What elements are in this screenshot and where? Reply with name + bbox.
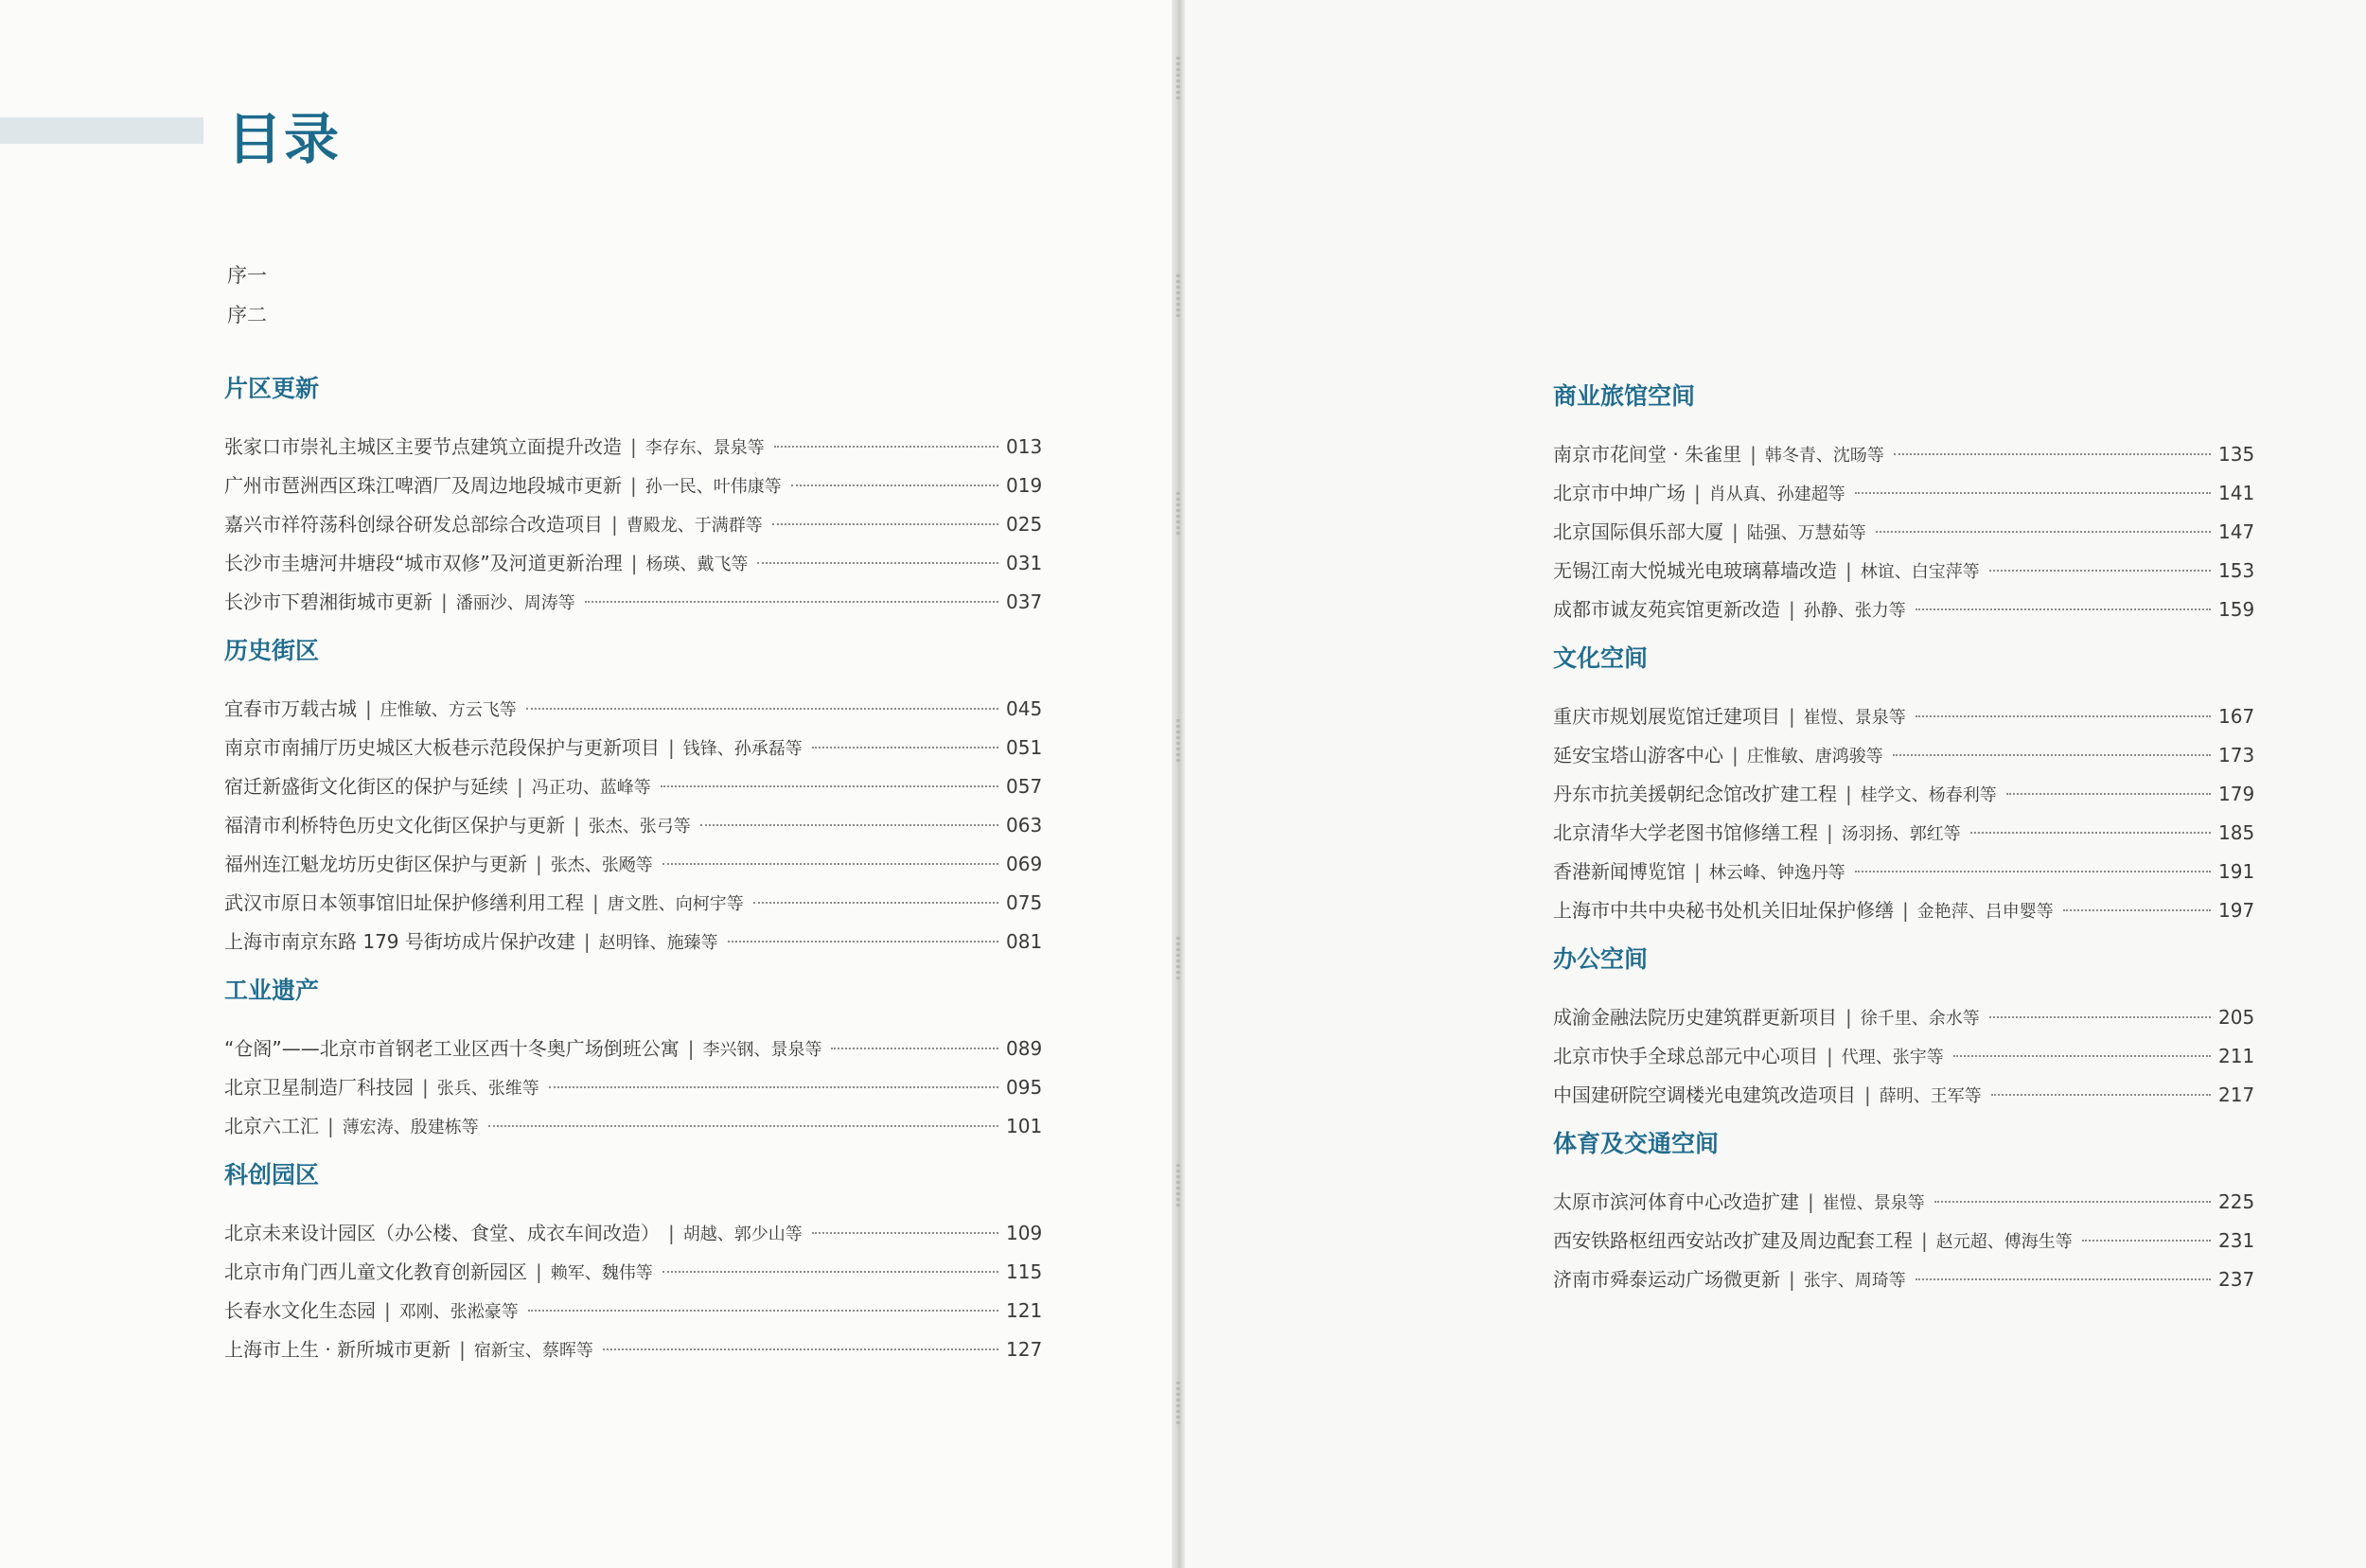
entry-page-number: 019: [1006, 474, 1043, 497]
entry-title: 西安铁路枢纽西安站改扩建及周边配套工程: [1553, 1229, 1913, 1252]
entry-authors: 张杰、张飏等: [550, 855, 653, 875]
entry-authors: 汤羽扬、郭红等: [1841, 824, 1961, 844]
entry-authors: 庄惟敏、唐鸿骏等: [1746, 747, 1883, 766]
toc-entry[interactable]: [1553, 474, 2254, 513]
entry-title: 成都市诚友苑宾馆更新改造: [1553, 598, 1780, 621]
entry-page-number: 159: [2218, 598, 2255, 621]
entry-authors: 胡越、郭少山等: [682, 1224, 803, 1244]
entry-page-number: 179: [2218, 783, 2255, 805]
entry-title: 长春水文化生态园: [224, 1299, 376, 1322]
entry-authors: 赵元超、傅海生等: [1935, 1232, 2073, 1252]
dot-leader: [1916, 1278, 2211, 1280]
toc-entry[interactable]: [224, 767, 1042, 806]
entry-separator: |: [517, 775, 523, 798]
entry-title: 北京卫星制造厂科技园: [224, 1076, 414, 1099]
entry-page-number: 037: [1006, 590, 1043, 613]
section-heading: 科创园区: [224, 1161, 320, 1189]
binding-stitch: [1176, 1382, 1180, 1425]
entry-authors: 陆强、万慧茹等: [1746, 523, 1866, 543]
dot-leader: [2063, 909, 2211, 911]
entry-separator: |: [1789, 705, 1795, 728]
dot-leader: [791, 484, 998, 486]
entry-page-number: 089: [1006, 1037, 1043, 1060]
preface-item[interactable]: 序一: [227, 264, 267, 287]
entry-title: 福州连江魁龙坊历史街区保护与更新: [224, 853, 527, 875]
entry-title: 北京清华大学老图书馆修缮工程: [1553, 821, 1818, 844]
dot-leader: [1989, 570, 2211, 572]
dot-leader: [753, 902, 998, 904]
entry-separator: |: [1827, 1045, 1833, 1067]
entry-page-number: 141: [2218, 482, 2255, 504]
entry-page-number: 101: [1006, 1115, 1043, 1137]
entry-separator: |: [1789, 1268, 1795, 1291]
preface-item[interactable]: 序二: [227, 304, 267, 326]
entry-title: 香港新闻博览馆: [1553, 860, 1686, 883]
entry-page-number: 147: [2218, 520, 2255, 543]
toc-entry[interactable]: [224, 1030, 1042, 1068]
entry-authors: 肖从真、孙建超等: [1708, 484, 1845, 504]
entry-page-number: 121: [1006, 1299, 1043, 1322]
entry-title: 上海市中共中央秘书处机关旧址保护修缮: [1553, 899, 1894, 922]
dot-leader: [1953, 1055, 2211, 1057]
entry-separator: |: [668, 1222, 675, 1244]
entry-authors: 宿新宝、蔡晖等: [473, 1341, 593, 1361]
entry-separator: |: [1845, 783, 1852, 805]
entry-page-number: 063: [1006, 814, 1043, 837]
toc-section: [1553, 1126, 2254, 1299]
toc-entry[interactable]: [224, 845, 1042, 884]
toc-column-right: [1553, 379, 2254, 1311]
entry-title: 福清市利桥特色历史文化街区保护与更新: [224, 814, 565, 837]
toc-entry[interactable]: [224, 505, 1042, 544]
entry-authors: 杨瑛、戴飞等: [645, 555, 749, 574]
dot-leader: [1894, 453, 2211, 455]
entry-separator: |: [459, 1338, 466, 1361]
entry-page-number: 013: [1006, 435, 1043, 458]
entry-title: 北京市中坤广场: [1553, 482, 1686, 504]
entry-page-number: 127: [1006, 1338, 1043, 1361]
book-gutter: [1172, 0, 1185, 1568]
dot-leader: [528, 1310, 998, 1312]
entry-title: 北京未来设计园区（办公楼、食堂、成衣车间改造）: [224, 1222, 660, 1244]
entry-separator: |: [441, 590, 448, 613]
dot-leader: [1855, 492, 2211, 494]
entry-title: 北京六工汇: [224, 1115, 319, 1137]
toc-column-left: [224, 371, 1042, 1381]
entry-title: 广州市琶洲西区珠江啤酒厂及周边地段城市更新: [224, 474, 622, 497]
entry-authors: 韩冬青、沈旸等: [1764, 446, 1884, 466]
dot-leader: [2082, 1240, 2211, 1242]
toc-entry[interactable]: [1553, 1222, 2254, 1260]
entry-authors: 孙静、张力等: [1803, 601, 1906, 621]
dot-leader: [812, 747, 998, 749]
toc-section: [224, 1157, 1042, 1369]
entry-page-number: 095: [1006, 1076, 1043, 1099]
entry-title: 长沙市圭塘河井塘段“城市双修”及河道更新治理: [224, 552, 623, 574]
entry-authors: 孙一民、叶伟康等: [644, 477, 782, 497]
entry-authors: 崔愷、景泉等: [1803, 708, 1906, 728]
preface-list: [227, 255, 267, 335]
dot-leader: [772, 523, 998, 525]
dot-leader: [526, 708, 998, 710]
entry-title: 武汉市原日本领事馆旧址保护修缮利用工程: [224, 891, 584, 914]
toc-entry[interactable]: [1553, 1076, 2254, 1115]
entry-authors: 张宇、周琦等: [1803, 1271, 1906, 1291]
entry-authors: 薄宏涛、殷建栋等: [342, 1118, 479, 1137]
section-heading: 商业旅馆空间: [1553, 382, 1696, 410]
toc-entry[interactable]: [1553, 1183, 2254, 1222]
entry-page-number: 173: [2218, 744, 2255, 766]
dot-leader: [603, 1348, 998, 1350]
entry-title: 长沙市下碧湘街城市更新: [224, 590, 433, 613]
entry-authors: 唐文胜、向柯宇等: [607, 894, 744, 914]
section-heading: 体育及交通空间: [1553, 1130, 1720, 1157]
entry-separator: |: [1902, 899, 1909, 922]
entry-separator: |: [1921, 1229, 1928, 1252]
entry-page-number: 109: [1006, 1222, 1043, 1244]
dot-leader: [1970, 832, 2211, 834]
entry-page-number: 191: [2218, 860, 2255, 883]
entry-authors: 徐千里、余水等: [1860, 1009, 1980, 1029]
toc-entry[interactable]: [1553, 814, 2254, 853]
entry-title: 丹东市抗美援朝纪念馆改扩建工程: [1553, 783, 1837, 805]
toc-entry[interactable]: [1553, 1037, 2254, 1076]
dot-leader: [585, 601, 998, 603]
entry-title: 张家口市崇礼主城区主要节点建筑立面提升改造: [224, 435, 622, 458]
dot-leader: [1989, 1016, 2211, 1018]
binding-stitch: [1176, 57, 1180, 100]
entry-authors: 李兴钢、景泉等: [702, 1040, 822, 1060]
dot-leader: [1916, 608, 2211, 610]
binding-stitch: [1176, 719, 1180, 763]
toc-entry[interactable]: [224, 1214, 1042, 1253]
dot-leader: [757, 562, 998, 564]
entry-page-number: 031: [1006, 552, 1043, 574]
toc-entry[interactable]: [1553, 853, 2254, 891]
dot-leader: [2006, 793, 2211, 795]
toc-section: [1553, 641, 2254, 930]
entry-title: 宜春市万载古城: [224, 697, 357, 720]
entry-separator: |: [583, 930, 591, 953]
entry-authors: 林谊、白宝萍等: [1860, 562, 1980, 582]
entry-authors: 钱锋、孙承磊等: [682, 739, 803, 759]
entry-title: 南京市花间堂 · 朱雀里: [1553, 443, 1742, 466]
entry-authors: 曹殿龙、于满群等: [626, 516, 763, 536]
entry-page-number: 231: [2218, 1229, 2255, 1252]
entry-separator: |: [592, 891, 599, 914]
entry-separator: |: [630, 435, 637, 458]
section-heading: 工业遗产: [224, 977, 320, 1004]
entry-title: 济南市舜泰运动广场微更新: [1553, 1268, 1780, 1291]
entry-authors: 林云峰、钟逸丹等: [1708, 863, 1845, 883]
dot-leader: [661, 785, 998, 787]
dot-leader: [1991, 1094, 2211, 1096]
entry-authors: 赖军、魏伟等: [550, 1263, 653, 1283]
dot-leader: [700, 824, 998, 826]
entry-authors: 潘丽沙、周涛等: [455, 593, 575, 613]
toc-entry[interactable]: [1553, 590, 2254, 629]
dot-leader: [549, 1086, 998, 1088]
toc-entry[interactable]: [1553, 736, 2254, 775]
entry-separator: |: [1827, 821, 1833, 844]
entry-separator: |: [611, 513, 618, 536]
dot-leader: [488, 1125, 998, 1127]
entry-title: 重庆市规划展览馆迁建项目: [1553, 705, 1780, 728]
toc-entry[interactable]: [1553, 891, 2254, 930]
entry-authors: 张兵、张维等: [436, 1079, 539, 1099]
dot-leader: [1855, 871, 2211, 872]
entry-separator: |: [536, 853, 542, 875]
entry-title: 无锡江南大悦城光电玻璃幕墙改造: [1553, 559, 1837, 582]
dot-leader: [662, 863, 998, 865]
entry-separator: |: [668, 736, 675, 759]
entry-separator: |: [687, 1037, 695, 1060]
entry-authors: 李存东、景泉等: [644, 438, 765, 458]
entry-page-number: 057: [1006, 775, 1043, 798]
toc-entry[interactable]: [1553, 697, 2254, 736]
entry-page-number: 237: [2218, 1268, 2255, 1291]
entry-authors: 庄惟敏、方云飞等: [380, 700, 517, 720]
entry-page-number: 075: [1006, 891, 1043, 914]
toc-section: [224, 633, 1042, 961]
entry-authors: 金艳萍、吕申婴等: [1916, 902, 2054, 922]
entry-separator: |: [1732, 744, 1739, 766]
toc-entry[interactable]: [1553, 1260, 2254, 1299]
entry-authors: 桂学文、杨春利等: [1860, 785, 1997, 805]
entry-separator: |: [1845, 559, 1852, 582]
entry-title: 上海市上生 · 新所城市更新: [224, 1338, 451, 1361]
entry-title: 北京市角门西儿童文化教育创新园区: [224, 1260, 527, 1283]
entry-page-number: 069: [1006, 853, 1043, 875]
section-heading: 历史街区: [224, 637, 320, 664]
entry-separator: |: [1694, 482, 1701, 504]
toc-entry[interactable]: [224, 544, 1042, 583]
dot-leader: [774, 446, 998, 448]
entry-authors: 崔愷、景泉等: [1822, 1193, 1925, 1213]
entry-page-number: 025: [1006, 513, 1043, 536]
entry-title: 中国建研院空调楼光电建筑改造项目: [1553, 1084, 1856, 1106]
section-heading: 文化空间: [1553, 644, 1649, 672]
entry-separator: |: [422, 1076, 429, 1099]
toc-entry[interactable]: [224, 583, 1042, 622]
dot-leader: [1916, 715, 2211, 717]
entry-page-number: 185: [2218, 821, 2255, 844]
entry-title: 上海市南京东路 179 号街坊成片保护改建: [224, 930, 575, 953]
dot-leader: [662, 1271, 998, 1273]
toc-entry[interactable]: [224, 806, 1042, 845]
toc-section: [224, 371, 1042, 622]
entry-separator: |: [630, 474, 637, 497]
entry-authors: 邓刚、张淞豪等: [398, 1302, 519, 1322]
dot-leader: [728, 941, 998, 943]
toc-entry[interactable]: [224, 690, 1042, 729]
entry-title: 南京市南捕厅历史城区大板巷示范段保护与更新项目: [224, 736, 660, 759]
entry-title: 太原市滨河体育中心改造扩建: [1553, 1190, 1799, 1213]
entry-page-number: 051: [1006, 736, 1043, 759]
toc-entry[interactable]: [1553, 435, 2254, 474]
toc-entry[interactable]: [1553, 998, 2254, 1037]
entry-separator: |: [1808, 1190, 1814, 1213]
entry-separator: |: [384, 1299, 391, 1322]
entry-authors: 冯正功、蓝峰等: [531, 778, 651, 798]
entry-separator: |: [574, 814, 580, 837]
toc-entry[interactable]: [224, 923, 1042, 961]
toc-entry[interactable]: [224, 1107, 1042, 1146]
entry-page-number: 217: [2218, 1084, 2255, 1106]
binding-stitch: [1176, 1164, 1180, 1207]
entry-separator: |: [365, 697, 372, 720]
title-accent-bar: [0, 117, 203, 144]
entry-title: 宿迁新盛街文化街区的保护与延续: [224, 775, 508, 798]
entry-title: 嘉兴市祥符荡科创绿谷研发总部综合改造项目: [224, 513, 603, 536]
dot-leader: [1876, 531, 2211, 533]
toc-entry[interactable]: [224, 1253, 1042, 1292]
entry-page-number: 167: [2218, 705, 2255, 728]
entry-title: “仓阁”——北京市首钢老工业区西十冬奥广场倒班公寓: [224, 1037, 680, 1060]
entry-page-number: 135: [2218, 443, 2255, 466]
binding-stitch: [1176, 274, 1180, 318]
toc-section: [1553, 379, 2254, 629]
dot-leader: [812, 1232, 998, 1234]
entry-separator: |: [1732, 520, 1739, 543]
entry-authors: 代理、张宇等: [1841, 1048, 1944, 1067]
entry-title: 北京国际俱乐部大厦: [1553, 520, 1723, 543]
entry-title: 成渝金融法院历史建筑群更新项目: [1553, 1006, 1837, 1029]
toc-entry[interactable]: [1553, 552, 2254, 590]
entry-page-number: 045: [1006, 697, 1043, 720]
section-heading: 办公空间: [1553, 945, 1649, 973]
section-heading: 片区更新: [224, 375, 320, 402]
toc-entry[interactable]: [224, 1330, 1042, 1369]
entry-authors: 张杰、张弓等: [588, 817, 691, 837]
page-title: 目录: [227, 107, 342, 171]
entry-authors: 赵明锋、施臻等: [598, 933, 718, 953]
entry-page-number: 205: [2218, 1006, 2255, 1029]
entry-page-number: 115: [1006, 1260, 1043, 1283]
entry-page-number: 153: [2218, 559, 2255, 582]
entry-separator: |: [1694, 860, 1701, 883]
toc-entry[interactable]: [224, 729, 1042, 767]
toc-section: [1553, 942, 2254, 1115]
entry-separator: |: [1864, 1084, 1871, 1106]
entry-separator: |: [327, 1115, 334, 1137]
toc-entry[interactable]: [1553, 513, 2254, 552]
entry-authors: 薛明、王军等: [1879, 1086, 1982, 1106]
dot-leader: [831, 1048, 998, 1049]
toc-entry[interactable]: [224, 884, 1042, 923]
entry-page-number: 081: [1006, 930, 1043, 953]
toc-entry[interactable]: [224, 467, 1042, 505]
binding-stitch: [1176, 937, 1180, 980]
entry-separator: |: [630, 552, 638, 574]
entry-title: 延安宝塔山游客中心: [1553, 744, 1723, 766]
entry-title: 北京市快手全球总部元中心项目: [1553, 1045, 1818, 1067]
toc-entry[interactable]: [224, 1292, 1042, 1330]
toc-section: [224, 973, 1042, 1146]
dot-leader: [1934, 1201, 2211, 1203]
entry-page-number: 197: [2218, 899, 2255, 922]
entry-page-number: 211: [2218, 1045, 2255, 1067]
toc-entry[interactable]: [224, 1068, 1042, 1107]
entry-separator: |: [1750, 443, 1757, 466]
binding-stitch: [1176, 492, 1180, 536]
entry-separator: |: [1789, 598, 1795, 621]
toc-entry[interactable]: [1553, 775, 2254, 814]
entry-page-number: 225: [2218, 1190, 2255, 1213]
dot-leader: [1893, 754, 2211, 756]
toc-entry[interactable]: [224, 428, 1042, 467]
entry-separator: |: [536, 1260, 542, 1283]
entry-separator: |: [1845, 1006, 1852, 1029]
